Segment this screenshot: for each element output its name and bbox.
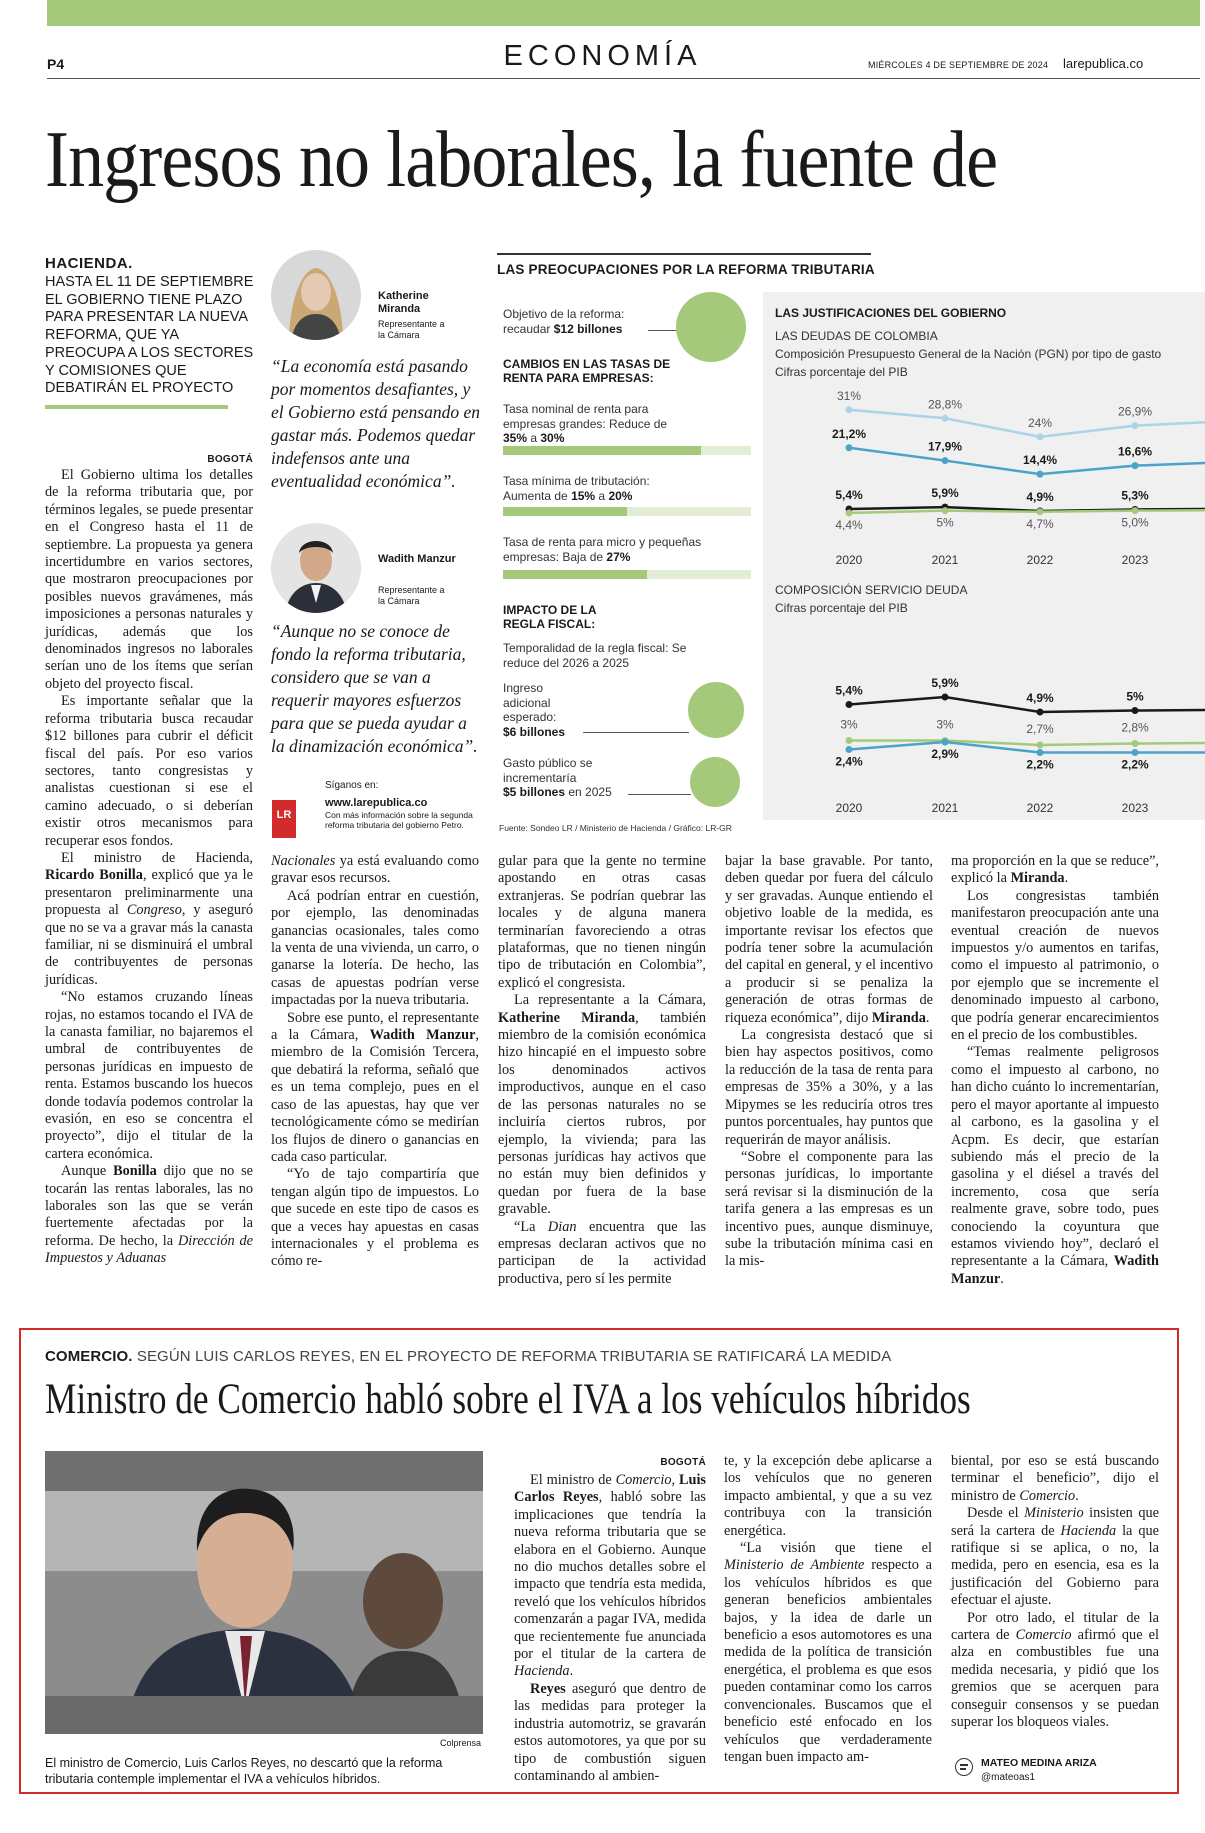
data-point [1037, 709, 1044, 716]
rate2-text: Tasa mínima de tributación: Aumenta de 15% a 20% [503, 474, 650, 503]
x-tick-label: 2021 [931, 553, 959, 567]
debts-unit: Cifras porcentaje del PIB [775, 365, 908, 379]
data-label: 2,7% [1026, 722, 1054, 736]
debts-chart [763, 380, 1205, 570]
avatar-wadith-manzur [271, 523, 361, 613]
data-point [1037, 433, 1044, 440]
data-point [942, 694, 949, 701]
data-point [942, 739, 949, 746]
data-label: 5,9% [931, 486, 959, 501]
rate1-text: Tasa nominal de renta para empresas grandes: Reduce de 35% a 30% [503, 402, 668, 445]
data-point [1037, 471, 1044, 478]
quote-name-2: Wadith Manzur [378, 553, 456, 565]
article-column-5: ma proporción en la que se reduce”, explicó la Miranda. Los congresistas también manifestaron preocupación ante una eventual creación de nuevos impuestos y/o aumentos en tarifas, como el impuesto al patrimonio, o por ejemplo que se incremente el denominado impuesto al carbono, que podría generar encarecimientos en el precio de los combustibles. “Temas realmente peligrosos como el impuesto al carbono, no han dicho cuánto lo incrementarían, pero el mayor aportante al impuesto al carbono, es la gasolina y el Acpm. Es decir, que estarían subiendo más el precio de la gasolina y el diésel a través del incremento, cosa que sería realmente grave, sobre todo, pues conociendo la coyuntura que estamos viviendo hoy”, declaró el representante a la Cámara, Wadith Manzur. [951, 853, 1159, 1287]
infographic-source: Fuente: Sondeo LR / Ministerio de Hacienda / Gráfico: LR-GR [499, 823, 732, 833]
rates-title: CAMBIOS EN LAS TASAS DE RENTA PARA EMPRESAS: [503, 357, 671, 385]
fiscal-title: IMPACTO DE LA REGLA FISCAL: [503, 603, 597, 631]
data-label: 5,0% [1121, 515, 1149, 530]
infographic-title: LAS PREOCUPACIONES POR LA REFORMA TRIBUTARIA [497, 262, 875, 277]
photo-credit: Colprensa [440, 1738, 482, 1748]
data-point [942, 415, 949, 422]
data-label: 21,2% [831, 426, 867, 441]
data-point [1037, 508, 1044, 515]
page-number: P4 [47, 56, 65, 72]
x-tick-label: 2022 [1026, 801, 1054, 815]
article-dateline: BOGOTÁ [207, 454, 253, 465]
data-label: 5,4% [835, 488, 863, 503]
data-point [1132, 749, 1139, 756]
quote-role-2: Representante a la Cámara [378, 585, 445, 606]
rate3-text: Tasa de renta para micro y pequeñas empresas: Baja de 27% [503, 535, 702, 564]
data-point [1037, 749, 1044, 756]
data-point [1132, 422, 1139, 429]
quote-text-2: “Aunque no se conoce de fondo la reforma tributaria, considero que se van a requerir mayores esfuerzos para que se pueda ayudar a la dinamización económica”. [271, 621, 478, 756]
data-label: 4,9% [1026, 691, 1054, 705]
follow-site[interactable]: www.larepublica.co [325, 797, 428, 809]
data-label: 24% [1027, 415, 1053, 430]
box-column-2: te, y la excepción debe aplicarse a los vehículos que no generen impacto ambiental, y que a su vez contribuya con la transición energética. “La visión que tiene el Ministerio de Ambiente respecto a los vehículos híbridos es que generan beneficios ambientales bajos, y la idea de darle un beneficio a esos automotores es una medida de la política de transición energética, el problema es que esos pueden contaminar como los carros convencionales. Buscamos que el beneficio esté enfocado en los vehículos que verdaderamente tengan buen impacto am- [724, 1453, 932, 1765]
data-label: 5,9% [931, 676, 959, 690]
data-point [846, 444, 853, 451]
objective-circle [676, 292, 746, 362]
data-point [942, 457, 949, 464]
rate1-bar [503, 446, 701, 455]
box-dateline: BOGOTÁ [660, 1457, 706, 1468]
debt-service-title: COMPOSICIÓN SERVICIO DEUDA [775, 583, 968, 597]
data-label: 4,9% [1026, 489, 1054, 504]
objective-text: Objetivo de la reforma: recaudar $12 billones [503, 307, 625, 336]
data-label: 2,4% [835, 754, 863, 769]
data-label: 16,6% [1117, 444, 1153, 459]
box-author: MATEO MEDINA ARIZA [981, 1757, 1097, 1769]
infographic-rule [497, 253, 871, 255]
income-circle [688, 682, 744, 738]
main-headline: Ingresos no laborales, la fuente de [45, 116, 998, 204]
box-column-3: biental, por eso se está buscando terminar el beneficio”, dijo el ministro de Comercio. Desde el Ministerio insisten que será la cartera de Hacienda la que ratifique si se aplica, o no, la medida, pero en esencia, esa es la justificación del Gobierno para efectuar el ajuste. Por otro lado, el titular de la cartera de Comercio afirmó que el alza en combustibles fue una medida necesaria, y pidió que los gremios que se acerquen para conseguir consensos y se puedan superar los bloqueos viales. [951, 1453, 1159, 1731]
quote-role-1: Representante a la Cámara [378, 319, 445, 340]
data-label: 28,8% [927, 397, 963, 412]
data-label: 2,8% [1121, 720, 1149, 735]
data-label: 5% [1126, 689, 1144, 704]
top-color-bar [47, 0, 1200, 26]
rate2-bar [503, 507, 627, 516]
quote-text-1: “La economía está pasando por momentos desafiantes, y el Gobierno está pensando en gastar más. Podemos quedar indefensos ante una eventualidad económica”. [271, 356, 480, 491]
article-column-1: El Gobierno ultima los detalles de la reforma tributaria que, por términos legales, se puede presentar en el Congreso hasta el 11 de septiembre. La propuesta ya genera incertidumbre en varios sectores, que mostraron preocupaciones por posibles nuevos gravámenes, más imposiciones a personas naturales y jurídicas, además que los denominados ingresos no laborales serían uno de los ítems que serían objeto del proyecto fiscal. Es importante señalar que la reforma tributaria busca recaudar $12 billones para cubrir el déficit fiscal del país. Por eso varios sectores, tanto congresistas y analistas cuestionan si ese el camino adecuado, o si deberían existir otros mecanismos para recuperar esos fondos. El ministro de Hacienda, Ricardo Bonilla, explicó que ya le presentaron preliminarmente una propuesta al Congreso, y aseguró que no se va a gravar más la canasta familiar, ni se disminuirá el umbral de contribuyentes de personas jurídicas. “No estamos cruzando líneas rojas, no estamos tocando el IVA de la canasta familiar, no bajaremos el umbral de contribuyentes de personas jurídicas en impuesto de renta. Estamos buscando los huecos donde todavía podemos controlar la evasión, en eso se concentra el proyecto”, dijo el titular de la cartera económica. Aunque Bonilla dijo que no se tocarán las rentas laborales, las no laborales son las que se verán fuertemente afectadas por la reforma. De hecho, la Dirección de Impuestos y Aduanas [45, 467, 254, 1267]
box-author-handle[interactable]: @mateoas1 [981, 1772, 1036, 1783]
data-point [1132, 707, 1139, 714]
x-tick-label: 2020 [835, 553, 863, 567]
spend-text: Gasto público se incrementaría $5 billones en 2025 [503, 756, 612, 799]
article-column-4: bajar la base gravable. Por tanto, deben quedar por fuera del cálculo y ser gravadas. Aunque entiendo el objetivo loable de la medida, es importante revisar los efectos que podría tener sobre la acumulación del capital en general, y el incentivo a producir si se penaliza la generación de otras formas de riqueza económica”, dijo Miranda. La congresista destacó que si bien hay aspectos positivos, como la reducción de la tasa de renta para empresas de 35% a 30%, y a las Mipymes se les reduciría otros tres puntos porcentuales, hay puntos que requerirán de mayor análisis. “Sobre el componente para las personas jurídicas, lo importante será revisar si la disminución de la tarifa genera a las empresas es un incentivo pues, aunque disminuye, sube la tributación mínima casi en la mis- [725, 853, 933, 1270]
x-tick-label: 2020 [835, 801, 863, 815]
header-date: MIÉRCOLES 4 DE SEPTIEMBRE DE 2024 [868, 60, 1049, 70]
data-label: 4,7% [1026, 516, 1054, 531]
data-label: 2,9% [931, 747, 959, 761]
data-label: 31% [836, 388, 862, 403]
kicker-label: HACIENDA. [45, 255, 133, 272]
lr-logo: LR [272, 800, 296, 838]
rate3-bar-track [503, 570, 751, 579]
spend-circle [690, 757, 740, 807]
rate1-bar-track [503, 446, 751, 455]
justification-title: LAS JUSTIFICACIONES DEL GOBIERNO [775, 306, 1007, 320]
follow-label: Síganos en: [325, 780, 379, 791]
x-tick-label: 2022 [1026, 553, 1054, 567]
fiscal-text: Temporalidad de la regla fiscal: Se reduce del 2026 a 2025 [503, 641, 687, 670]
header-site[interactable]: larepublica.co [1063, 56, 1144, 71]
data-point [846, 746, 853, 753]
photo-caption: El ministro de Comercio, Luis Carlos Reyes, no descartó que la reforma tributaria contemple implementar el IVA a vehículos híbridos. [45, 1756, 443, 1786]
data-point [1132, 462, 1139, 469]
article-column-2: Nacionales ya está evaluando como gravar esos recursos. Acá podrían entrar en cuestión, por ejemplo, las denominadas ganancias ocasionales, tales como la venta de una vivienda, un carro, o ganarse la lotería. De hecho, las casas de apuestas podrían verse impactadas por la nueva tributaria. Sobre ese punto, el representante a la Cámara, Wadith Manzur, miembro de la Comisión Tercera, que debatirá la reforma, señaló que es un tema complejo, pues en el caso de las apuestas, hay que ver tecnológicamente cómo se medirían los flujos de dinero o ganancias en cada caso particular. “Yo de tajo compartiría que tengan algún tipo de impuestos. Lo que sucede en este tipo de casos es que a veces hay apuestas en casas internacionales y el problema es cómo re- [271, 853, 479, 1270]
series-line-3 [849, 510, 1205, 513]
box-column-1: El ministro de Comercio, Luis Carlos Reyes, habló sobre las implicaciones que tendría la nueva reforma tributaria que se elabora en el Gobierno. Aunque no dio muchos detalles sobre el impacto que tendría esta medida, reveló que los vehículos híbridos comenzarán a pagar IVA, medida que recientemente fue anunciada por el titular de la cartera de Hacienda. Reyes aseguró que dentro de las medidas para proteger la industria automotriz, se gravarán estos automotores, ya que por su tipo de combustión siguen contaminando al ambien- [514, 1472, 706, 1784]
data-point [846, 509, 853, 516]
data-label: 4,4% [835, 517, 863, 532]
header-rule [47, 78, 1200, 79]
debts-subtitle: Composición Presupuesto General de la Nación (PGN) por tipo de gasto [775, 347, 1162, 361]
quote-name-1: Katherine Miranda [378, 290, 429, 315]
debt-service-unit: Cifras porcentaje del PIB [775, 601, 908, 615]
section-title: ECONOMÍA [503, 40, 702, 72]
data-point [1132, 740, 1139, 747]
article-column-3: gular para que la gente no termine apostando en otras casas extranjeras. Se podrían quebrar las locales y de alguna manera terminarían favoreciendo a otras plataformas, que no tienen ningún tipo de tributación en Colombia”, explicó el congresista. La representante a la Cámara, Katherine Miranda, también miembro de la comisión económica hizo hincapié en el impuesto sobre los denominados activos improductivos, aunque en el caso de las personas naturales no se incluiría ciertos rubros, por ejemplo, la vivienda; para las personas jurídicas hay activos que no están muy bien definidos y quedan por fuera de la base gravable. “La Dian encuentra que las empresas declaran activos que no participan de la actividad productiva, pero sí les permite [498, 853, 707, 1287]
follow-text: Con más información sobre la segunda reforma tributaria del gobierno Petro. [325, 810, 473, 830]
box-headline: Ministro de Comercio habló sobre el IVA a los vehículos híbridos [45, 1376, 971, 1423]
box-kicker: COMERCIO. SEGÚN LUIS CARLOS REYES, EN EL PROYECTO DE REFORMA TRIBUTARIA SE RATIFICARÁ LA MEDIDA [45, 1348, 892, 1365]
kicker-rule [45, 405, 228, 409]
income-text: Ingreso adicional esperado: $6 billones [503, 681, 566, 739]
rate3-bar [503, 570, 647, 579]
minister-photo [45, 1451, 483, 1734]
data-label: 5,3% [1121, 488, 1149, 503]
chat-icon [955, 1758, 973, 1776]
avatar-katherine-miranda [271, 250, 361, 340]
data-point [1037, 742, 1044, 749]
data-point [846, 701, 853, 708]
data-label: 17,9% [927, 439, 963, 454]
data-label: 5% [936, 515, 954, 530]
data-label: 3% [840, 717, 858, 732]
x-tick-label: 2021 [931, 801, 959, 815]
kicker-text: HASTA EL 11 DE SEPTIEMBRE EL GOBIERNO TIENE PLAZO PARA PRESENTAR LA NUEVA REFORMA, QUE YA PREOCUPA A LOS SECTORES Y COMISIONES QUE DEBATIRÁN EL PROYECTO [45, 274, 254, 397]
data-label: 2,2% [1026, 757, 1054, 772]
data-point [942, 507, 949, 514]
rate2-bar-track [503, 507, 751, 516]
x-tick-label: 2023 [1121, 553, 1149, 567]
data-point [846, 737, 853, 744]
x-tick-label: 2023 [1121, 801, 1149, 815]
debts-title: LAS DEUDAS DE COLOMBIA [775, 329, 938, 343]
data-label: 5,4% [835, 683, 863, 698]
data-point [846, 406, 853, 413]
data-label: 3% [936, 717, 954, 732]
data-label: 26,9% [1117, 404, 1153, 419]
data-point [1132, 507, 1139, 514]
debt-service-chart [763, 618, 1205, 818]
data-label: 2,2% [1121, 757, 1149, 772]
data-label: 14,4% [1022, 453, 1058, 468]
